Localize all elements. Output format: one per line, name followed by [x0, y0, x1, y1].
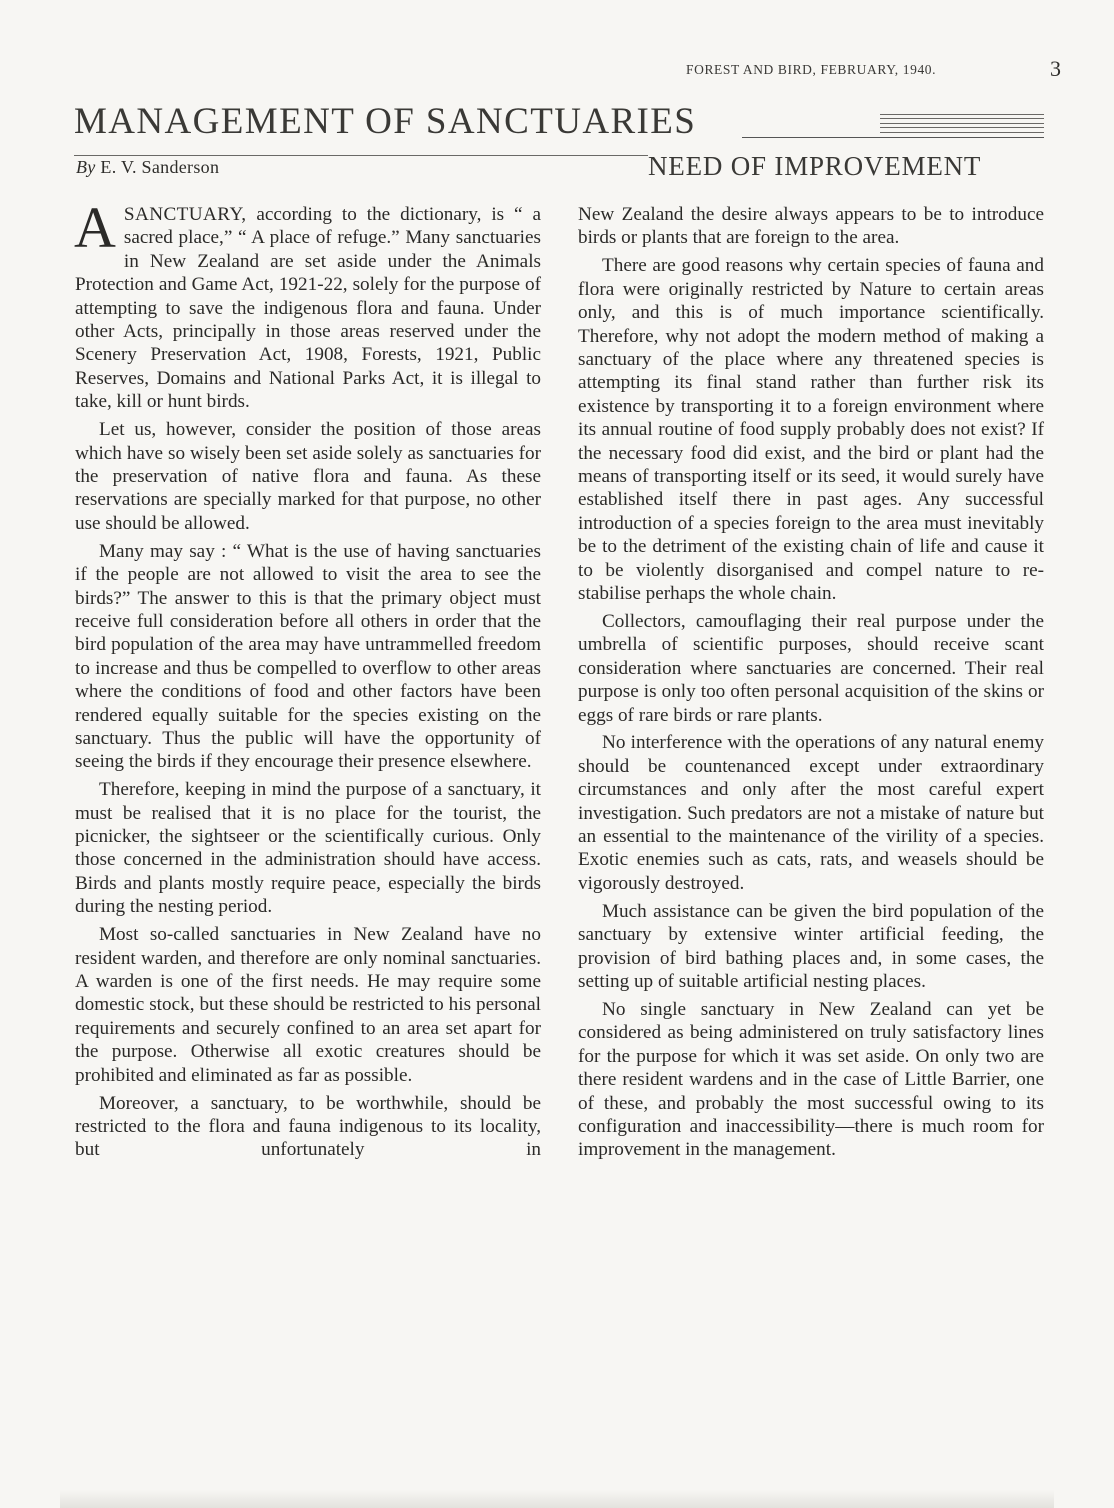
paragraph: Therefore, keeping in mind the purpose of a sanctuary, it must be realised that it is no place for the tourist, the picnicker, the sightseer or the scientifically curious. Only those concerned in the administration should have access. Birds and plants mostly require peace, especially the birds during the nesting period. [75, 779, 541, 918]
running-head: FOREST AND BIRD, FEBRUARY, 1940. [686, 62, 937, 77]
paragraph-text: according to the dictionary, is “ a sacred place,” “ A place of refuge.” Many sanctuaries in New Zealand are set aside under the Animals Protection and Game Act, 1921-22, solely for the purpose of attempting to save the indigenous flora and fauna. Under other Acts, principally in those areas reserved under the Scenery Preservation Act, 1908, Forests, 1921, Public Reserves, Domains and National Parks Act, it is illegal to take, kill or hunt birds. [75, 204, 542, 413]
right-column [578, 203, 1044, 1166]
rule-line [880, 123, 1044, 124]
article-title: MANAGEMENT OF SANCTUARIES [74, 101, 697, 142]
paragraph: There are good reasons why certain species of fauna and flora were originally restricted by Nature to certain areas only, and this is of much importance scientifically. Therefore, why not adopt the modern method of making a sanctuary of the place where any threatened species is attempting its final stand rather than further risk its existence by transporting it to a foreign environment where its annual routine of food supply probably does not exist? If the necessary food did exist, and the bird or plant had the means of transporting itself or its seed, it would surely have established itself there in past ages. Any successful introduction of a species foreign to the area must inevitably be to the detriment of the existing chain of life and cause it to be violently disorganised and compel nature to re-stabilise perhaps the whole chain. [578, 255, 1044, 604]
paragraph: Much assistance can be given the bird population of the sanctuary by extensive winter artificial feeding, the provision of bird bathing places and, in some cases, the setting up of suitable artificial nesting places. [578, 900, 1044, 992]
paragraph: Many may say : “ What is the use of having sanctuaries if the people are not allowed to visit the area to see the birds?” The answer to this is that the primary object must receive full consideration before all others in order that the bird population of the area may have untrammelled freedom to increase and thus be compelled to overflow to other areas where the conditions of food and other factors have been rendered equally suitable for the species existing on the sanctuary. Thus the public will have the opportunity of seeing the birds if they encourage their presence elsewhere. [75, 540, 541, 773]
lead-words: SANCTUARY, [123, 204, 247, 225]
scan-edge [60, 1490, 1054, 1508]
byline-rule [74, 155, 648, 156]
byline [76, 157, 219, 178]
title-rule [742, 137, 1044, 138]
paragraph: New Zealand the desire always appears to be to introduce birds or plants that are foreign to the area. [578, 204, 1044, 249]
drop-cap: A [74, 195, 116, 260]
paragraph: Most so-called sanctuaries in New Zealand have no resident warden, and therefore are only nominal sanctuaries. A warden is one of the first needs. He may require some domestic stock, but these should be restricted to his personal requirements and securely confined to an area set apart for the purpose. Otherwise all exotic creatures should be prohibited and eliminated as far as possible. [75, 924, 541, 1086]
paragraph: Let us, however, consider the position of those areas which have so wisely been set aside solely as sanctuaries for the preservation of native flora and fauna. As these reservations are specially marked for that purpose, no other use should be allowed. [75, 419, 541, 534]
paragraph: No single sanctuary in New Zealand can yet be considered as being administered on truly satisfactory lines for the purpose for which it was set aside. On only two are there resident wardens and in the case of Little Barrier, one of these, and probably the most successful owing to its configuration and inaccessibility—there is much room for improvement in the management. [578, 998, 1044, 1161]
rule-line [880, 114, 1044, 115]
article-subtitle: NEED OF IMPROVEMENT [648, 151, 982, 181]
left-column [74, 195, 542, 1166]
rule-line [880, 132, 1044, 133]
rule-line [880, 127, 1044, 128]
paragraph: No interference with the operations of any natural enemy should be countenanced except under extraordinary circumstances and only after the most careful expert investigation. Such predators are not a mistake of nature but an essential to the maintenance of the virility of a species. Exotic enemies such as cats, rats, and weasels should be vigorously destroyed. [578, 732, 1044, 894]
byline-author: E. V. Sanderson [100, 157, 220, 177]
paragraph: Collectors, camouflaging their real purpose under the umbrella of scientific purposes, should receive scant consideration where sanctuaries are concerned. Their real purpose is only too often personal acquisition of the skins or eggs of rare birds or rare plants. [578, 610, 1044, 726]
paragraph: Moreover, a sanctuary, to be worthwhile, should be restricted to the flora and fauna indigenous to its locality, but unfortunately in [75, 1092, 541, 1161]
rule-line [880, 118, 1044, 119]
paragraph [74, 195, 542, 414]
title-rule-ornament [880, 114, 1044, 136]
byline-prefix: By [76, 157, 96, 177]
page-number: 3 [1050, 56, 1061, 81]
